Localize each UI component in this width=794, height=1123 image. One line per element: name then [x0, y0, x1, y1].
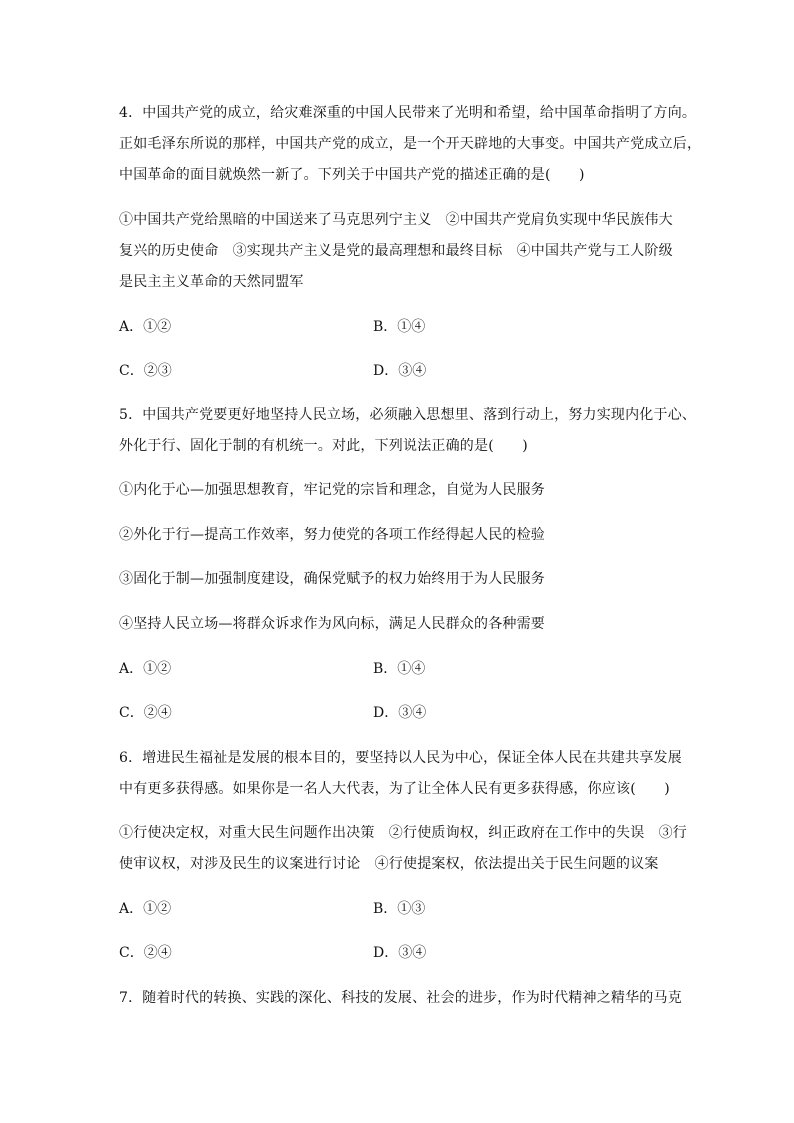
q5-option-d: D．③④: [373, 705, 427, 721]
q5-stem-line-2: 外化于行、固化于制的有机统一。对此，下列说法正确的是( ): [119, 438, 528, 454]
q4-statement-line-2: 复兴的历史使命 ③实现共产主义是党的最高理想和最终目标 ④中国共产党与工人阶级: [119, 243, 673, 259]
q6-option-b: B．①③: [373, 901, 426, 917]
q6-option-a: A．①②: [119, 901, 172, 917]
q5-stem-line-1: 5．中国共产党要更好地坚持人民立场，必须融入思想里、落到行动上，努力实现内化于心、: [119, 407, 697, 423]
q6-stem-line-2: 中有更多获得感。如果你是一名人大代表，为了让全体人民有更多获得感，你应该( ): [119, 781, 670, 797]
q7-stem-line-1: 7．随着时代的转换、实践的深化、科技的发展、社会的进步，作为时代精神之精华的马克: [119, 990, 682, 1006]
q6-statement-line-1: ①行使决定权，对重大民生问题作出决策 ②行使质询权，纠正政府在工作中的失误 ③行: [119, 825, 687, 841]
q4-option-d: D．③④: [373, 363, 427, 379]
q6-stem-line-1: 6．增进民生福祉是发展的根本目的，要坚持以人民为中心，保证全体人民在共建共享发展: [119, 750, 682, 766]
q4-statement-line-1: ①中国共产党给黑暗的中国送来了马克思列宁主义 ②中国共产党肩负实现中华民族伟大: [119, 212, 673, 228]
q4-stem-line-2: 正如毛泽东所说的那样，中国共产党的成立，是一个开天辟地的大事变。中国共产党成立后，: [119, 136, 702, 152]
q5-option-c: C．②④: [119, 705, 172, 721]
q5-option-b: B．①④: [373, 661, 426, 677]
q4-option-b: B．①④: [373, 319, 426, 335]
q6-statement-line-2: 使审议权，对涉及民生的议案进行讨论 ④行使提案权，依法提出关于民生问题的议案: [119, 856, 659, 872]
q6-option-d: D．③④: [373, 945, 427, 961]
q4-option-c: C．②③: [119, 363, 172, 379]
q5-statement-2: ②外化于行—提高工作效率，努力使党的各项工作经得起人民的检验: [119, 527, 545, 543]
q4-stem-line-1: 4．中国共产党的成立，给灾难深重的中国人民带来了光明和希望，给中国革命指明了方向。: [119, 105, 697, 121]
q4-stem-line-3: 中国革命的面目就焕然一新了。下列关于中国共产党的描述正确的是( ): [119, 167, 585, 183]
q4-option-a: A．①②: [119, 319, 172, 335]
q4-statement-line-3: 是民主主义革命的天然同盟军: [119, 274, 304, 290]
q5-statement-4: ④坚持人民立场—将群众诉求作为风向标，满足人民群众的各种需要: [119, 616, 545, 632]
q5-statement-1: ①内化于心—加强思想教育，牢记党的宗旨和理念，自觉为人民服务: [119, 482, 545, 498]
q6-option-c: C．②④: [119, 945, 172, 961]
q5-statement-3: ③固化于制—加强制度建设，确保党赋予的权力始终用于为人民服务: [119, 571, 545, 587]
q5-option-a: A．①②: [119, 661, 172, 677]
